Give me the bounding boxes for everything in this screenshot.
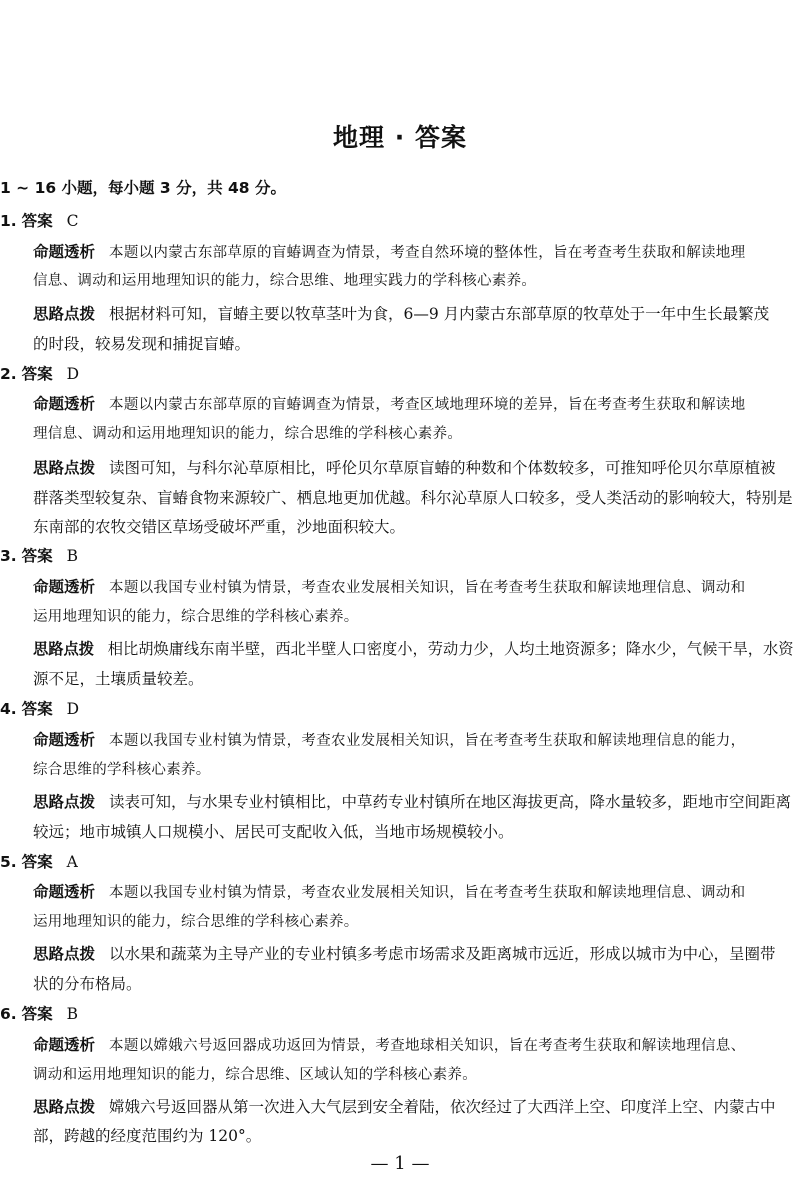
answer-value: B (66, 1005, 79, 1023)
tips-text: 嫦娥六号返回器从第一次进入大气层到安全着陆，依次经过了大西洋上空、印度洋上空、内蒙古中 (109, 1098, 776, 1116)
question-2-answer (0, 364, 79, 384)
analysis-label: 命题透析 (33, 578, 96, 596)
question-number: 6. (0, 1005, 17, 1023)
analysis-text: 本题以我国专业村镇为情景，考查农业发展相关知识，旨在考查考生获取和解读地理信息、调动和 (109, 885, 746, 901)
question-1-analysis-line: 信息、调动和运用地理知识的能力，综合思维、地理实践力的学科核心素养。 (33, 273, 537, 289)
question-5-analysis-line (33, 882, 745, 903)
intro-text: 1 ~ 16 小题，每小题 3 分，共 48 分。 (0, 179, 286, 197)
answer-value: B (66, 547, 79, 565)
answer-label: 答案 (21, 547, 53, 565)
question-2-tips-line: 群落类型较复杂、盲蝽食物来源较广、栖息地更加优越。科尔沁草原人口较多，受人类活动的影响较大，特别是 (33, 489, 793, 507)
question-5-tips-line (33, 944, 776, 964)
analysis-label: 命题透析 (33, 883, 96, 901)
question-3-tips-line (33, 639, 794, 659)
question-3-analysis-line (33, 577, 745, 598)
question-1-answer (0, 211, 79, 231)
answer-label: 答案 (21, 1005, 53, 1023)
tips-text: 相比胡焕庸线东南半壁，西北半壁人口密度小，劳动力少，人均土地资源多；降水少，气候干旱，水资 (107, 640, 794, 658)
question-4-tips-line (33, 792, 791, 812)
tips-label: 思路点拨 (33, 305, 96, 323)
answer-value: A (66, 853, 78, 871)
tips-text: 读图可知，与科尔沁草原相比，呼伦贝尔草原盲蝽的种数和个体数较多，可推知呼伦贝尔草原植被 (109, 459, 776, 477)
tips-label: 思路点拨 (33, 640, 94, 658)
tips-label: 思路点拨 (33, 945, 96, 963)
tips-text: 根据材料可知，盲蝽主要以牧草茎叶为食，6—9 月内蒙古东部草原的牧草处于一年中生长最繁茂 (109, 305, 770, 323)
question-2-analysis-line: 理信息、调动和运用地理知识的能力，综合思维的学科核心素养。 (33, 426, 463, 442)
question-6-tips-line: 部，跨越的经度范围约为 120°。 (33, 1127, 262, 1145)
question-3-answer (0, 546, 78, 566)
question-3-tips-line: 源不足，土壤质量较差。 (33, 670, 204, 688)
question-number: 1. (0, 212, 17, 230)
question-6-tips-line (33, 1097, 776, 1117)
question-5-analysis-line: 运用地理知识的能力，综合思维的学科核心素养。 (33, 914, 359, 930)
analysis-text: 本题以嫦娥六号返回器成功返回为情景，考查地球相关知识，旨在考查考生获取和解读地理信息、 (109, 1038, 746, 1054)
question-2-analysis-line (33, 394, 745, 415)
question-number: 4. (0, 700, 17, 718)
tips-text: 以水果和蔬菜为主导产业的专业村镇多考虑市场需求及距离城市远近，形成以城市为中心，呈圈带 (109, 945, 776, 963)
answer-label: 答案 (21, 212, 53, 230)
question-1-analysis-line (33, 242, 745, 263)
analysis-label: 命题透析 (33, 395, 96, 413)
question-number: 3. (0, 547, 17, 565)
analysis-text: 本题以内蒙古东部草原的盲蝽调查为情景，考查自然环境的整体性，旨在考查考生获取和解读地理 (109, 245, 746, 261)
page-number: — 1 — (370, 1153, 430, 1174)
question-6-analysis-line (33, 1035, 745, 1056)
analysis-label: 命题透析 (33, 243, 96, 261)
tips-label: 思路点拨 (33, 1098, 96, 1116)
question-4-analysis-line: 综合思维的学科核心素养。 (33, 762, 211, 778)
question-4-analysis-line (33, 730, 745, 751)
question-1-tips-line: 的时段，较易发现和捕捉盲蝽。 (33, 335, 251, 353)
tips-label: 思路点拨 (33, 459, 96, 477)
tips-text: 读表可知，与水果专业村镇相比，中草药专业村镇所在地区海拔更高，降水量较多，距地市空间距离 (109, 793, 792, 811)
question-4-tips-line: 较远；地市城镇人口规模小、居民可支配收入低，当地市场规模较小。 (33, 823, 514, 841)
answer-label: 答案 (21, 700, 53, 718)
answer-label: 答案 (21, 853, 53, 871)
question-6-answer (0, 1004, 78, 1024)
question-5-answer (0, 852, 78, 872)
analysis-text: 本题以我国专业村镇为情景，考查农业发展相关知识，旨在考查考生获取和解读地理信息、调动和 (109, 580, 746, 596)
tips-label: 思路点拨 (33, 793, 96, 811)
question-3-analysis-line: 运用地理知识的能力，综合思维的学科核心素养。 (33, 609, 359, 625)
answer-value: C (66, 212, 79, 230)
analysis-label: 命题透析 (33, 731, 96, 749)
analysis-text: 本题以内蒙古东部草原的盲蝽调查为情景，考查区域地理环境的差异，旨在考查考生获取和解读地 (109, 397, 746, 413)
question-number: 5. (0, 853, 17, 871)
question-2-tips-line (33, 458, 776, 478)
answer-value: D (66, 365, 80, 383)
analysis-label: 命题透析 (33, 1036, 96, 1054)
question-4-answer (0, 699, 79, 719)
question-1-tips-line (33, 304, 769, 324)
question-6-analysis-line: 调动和运用地理知识的能力，综合思维、区域认知的学科核心素养。 (33, 1067, 477, 1083)
analysis-text: 本题以我国专业村镇为情景，考查农业发展相关知识，旨在考查考生获取和解读地理信息的能力， (109, 733, 746, 749)
answer-label: 答案 (21, 365, 53, 383)
question-2-tips-line: 东南部的农牧交错区草场受破坏严重，沙地面积较大。 (33, 518, 406, 536)
question-5-tips-line: 状的分布格局。 (33, 975, 142, 993)
answer-value: D (66, 700, 80, 718)
question-number: 2. (0, 365, 17, 383)
page-title: 地理 · 答案 (333, 123, 467, 152)
